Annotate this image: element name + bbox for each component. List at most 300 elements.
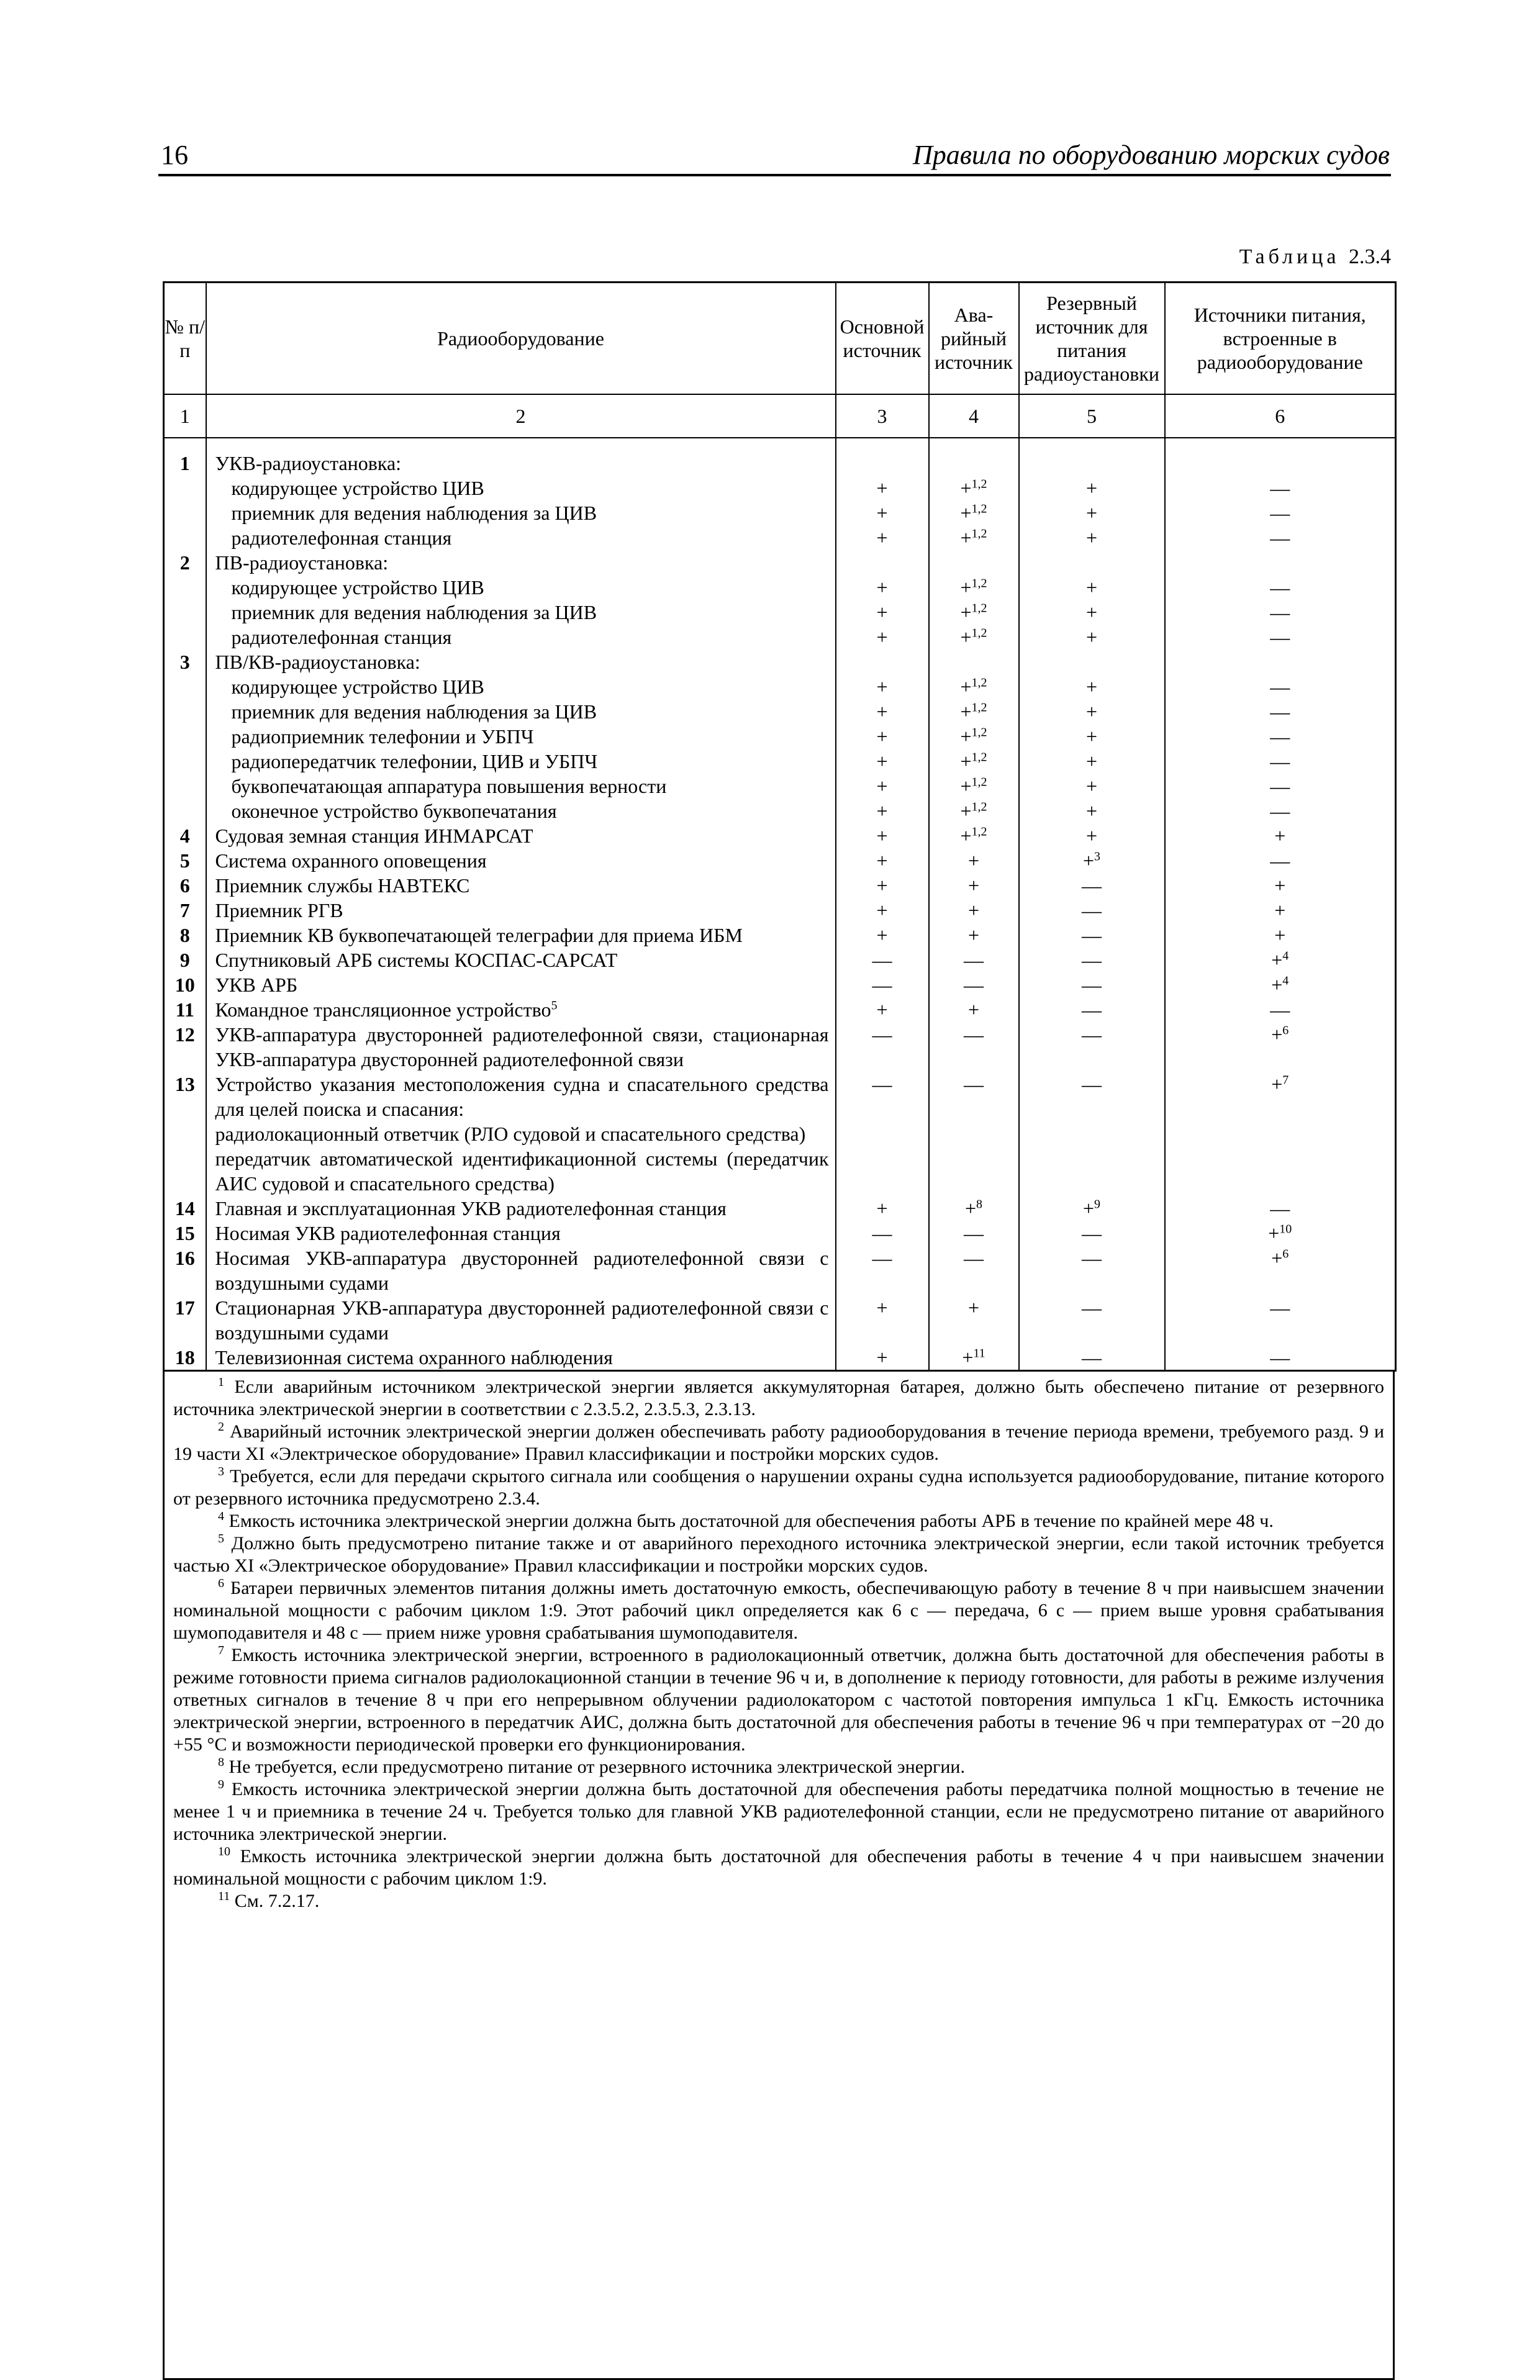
reserve-source-cell-value: + <box>1085 676 1098 698</box>
equipment-name <box>206 1072 836 1121</box>
table-row <box>164 500 1396 525</box>
reserve-source-cell <box>1019 724 1165 749</box>
equipment-name-value: Приемник РГВ <box>215 899 343 921</box>
main-source-cell <box>836 649 929 674</box>
built-in-source-cell-value: — <box>1270 800 1290 822</box>
emergency-source-cell <box>929 550 1019 575</box>
built-in-source-cell-value: — <box>1270 1197 1290 1219</box>
emergency-source-cell <box>929 600 1019 625</box>
main-source-cell-value: + <box>876 750 888 772</box>
table-row <box>164 1246 1396 1295</box>
emergency-source-cell <box>929 625 1019 649</box>
built-in-source-cell <box>1165 848 1396 873</box>
row-number-value: 3 <box>179 651 190 673</box>
row-number <box>164 972 206 997</box>
main-source-cell-value: + <box>876 874 888 897</box>
built-in-source-cell <box>1165 674 1396 699</box>
built-in-source-cell <box>1165 625 1396 649</box>
column-number: 5 <box>1019 394 1165 438</box>
footnote-mark: 3 <box>218 1465 224 1478</box>
footnote <box>173 1532 1384 1577</box>
main-source-cell <box>836 1022 929 1072</box>
equipment-name-value: радиотелефонная станция <box>231 527 452 549</box>
reserve-source-cell-value: + <box>1085 527 1098 549</box>
table-row <box>164 525 1396 550</box>
row-number <box>164 923 206 948</box>
built-in-source-cell-value: — <box>1270 477 1290 499</box>
equipment-name-value: Носимая УКВ-аппаратура двусторонней радиотелефонной связи с воздушными судами <box>215 1247 829 1294</box>
reserve-source-cell-value: + <box>1085 700 1098 723</box>
emergency-source-cell <box>929 1196 1019 1221</box>
built-in-source-cell <box>1165 1221 1396 1246</box>
footnote-ref: 5 <box>551 998 558 1013</box>
emergency-source-cell <box>929 1121 1019 1146</box>
built-in-source-cell <box>1165 575 1396 600</box>
built-in-source-cell <box>1165 898 1396 923</box>
main-source-cell-value: + <box>876 825 888 847</box>
emergency-source-cell <box>929 923 1019 948</box>
equipment-name <box>206 1221 836 1246</box>
equipment-name-value: приемник для ведения наблюдения за ЦИВ <box>231 502 597 524</box>
main-source-cell-value: + <box>876 626 888 648</box>
emergency-source-cell-value: + <box>964 1197 977 1219</box>
reserve-source-cell-value: + <box>1085 725 1098 748</box>
reserve-source-cell <box>1019 550 1165 575</box>
equipment-name-value: УКВ-аппаратура двусторонней радиотелефонной связи, стационарная УКВ-аппаратура двусторонней радиотелефонной связи <box>215 1023 829 1070</box>
built-in-source-cell-value: — <box>1270 502 1290 524</box>
footnote-ref: 1,2 <box>971 502 987 516</box>
emergency-source-cell <box>929 451 1019 476</box>
main-source-cell <box>836 1345 929 1371</box>
row-number <box>164 1146 206 1196</box>
table-row <box>164 799 1396 823</box>
reserve-source-cell <box>1019 674 1165 699</box>
emergency-source-cell-value: — <box>964 949 984 971</box>
running-title: Правила по оборудованию морских судов <box>912 140 1390 170</box>
footnote-ref: 10 <box>1279 1222 1292 1236</box>
footnote <box>173 1376 1384 1421</box>
reserve-source-cell <box>1019 823 1165 848</box>
equipment-name <box>206 476 836 500</box>
equipment-name <box>206 948 836 972</box>
main-source-cell <box>836 948 929 972</box>
equipment-name-value: Приемник КВ буквопечатающей телеграфии для приема ИБМ <box>215 924 743 946</box>
emergency-source-cell <box>929 774 1019 799</box>
emergency-source-cell-value: + <box>960 477 972 499</box>
equipment-name <box>206 575 836 600</box>
row-number-value: 8 <box>179 924 190 946</box>
emergency-source-cell-value: + <box>967 874 980 897</box>
emergency-source-cell <box>929 1221 1019 1246</box>
main-source-cell-value: + <box>876 477 888 499</box>
emergency-source-cell <box>929 848 1019 873</box>
reserve-source-cell-value: + <box>1082 849 1095 872</box>
table-row <box>164 1072 1396 1121</box>
equipment-name <box>206 625 836 649</box>
footnote-mark: 10 <box>218 1845 230 1858</box>
main-source-cell <box>836 625 929 649</box>
table-row <box>164 749 1396 774</box>
main-source-cell-value: + <box>876 998 888 1021</box>
footnote-ref: 1,2 <box>971 576 987 590</box>
built-in-source-cell <box>1165 649 1396 674</box>
footnote <box>173 1465 1384 1510</box>
row-number <box>164 575 206 600</box>
reserve-source-cell <box>1019 898 1165 923</box>
footnote-text: Емкость источника электрической энергии, встроенного в радиолокационный ответчик, должна быть достаточной для обеспечения работы в режиме готовности приема сигналов радиолокационной станции в течение 96 ч и, в дополнение к периоду готовности, для работы в режиме излучения ответных сигналов в течение 8 ч при его непрерывном облучении радиолокатором с частотой повторения импульса 1 кГц. Емкость источника электрической энергии, встроенного в передатчик АИС, должна быть достаточной для обеспечения работы в течение 96 ч при температурах от −20 до +55 °C и возможности периодической проверки его функционирования. <box>173 1645 1384 1755</box>
main-source-cell <box>836 1196 929 1221</box>
main-source-cell <box>836 674 929 699</box>
main-source-cell-value: — <box>872 974 892 996</box>
emergency-source-cell <box>929 649 1019 674</box>
built-in-source-cell <box>1165 1121 1396 1146</box>
equipment-name-value: Спутниковый АРБ системы КОСПАС-САРСАТ <box>215 949 618 971</box>
main-source-cell <box>836 774 929 799</box>
built-in-source-cell <box>1165 749 1396 774</box>
row-number <box>164 823 206 848</box>
built-in-source-cell-value: — <box>1270 1296 1290 1319</box>
main-source-cell <box>836 575 929 600</box>
reserve-source-cell-value: + <box>1085 775 1098 797</box>
row-number <box>164 649 206 674</box>
table-row <box>164 972 1396 997</box>
table-row <box>164 451 1396 476</box>
footnote-ref: 1,2 <box>971 477 987 491</box>
equipment-name-value: ПВ/КВ-радиоустановка: <box>215 651 420 673</box>
row-number <box>164 1246 206 1295</box>
reserve-source-cell <box>1019 525 1165 550</box>
emergency-source-cell <box>929 1295 1019 1345</box>
footnote-mark: 5 <box>218 1532 224 1545</box>
equipment-name-value: Командное трансляционное устройство <box>215 998 551 1021</box>
column-number: 2 <box>206 394 836 438</box>
footnote-ref: 8 <box>976 1197 983 1211</box>
emergency-source-cell-value: + <box>960 750 972 772</box>
emergency-source-cell-value: + <box>960 775 972 797</box>
reserve-source-cell <box>1019 1295 1165 1345</box>
main-source-cell <box>836 550 929 575</box>
equipment-name <box>206 724 836 749</box>
emergency-source-cell-value: — <box>964 1073 984 1095</box>
equipment-name-value: Телевизионная система охранного наблюдения <box>215 1346 613 1369</box>
equipment-name <box>206 550 836 575</box>
row-number-value: 5 <box>179 849 190 872</box>
emergency-source-cell-value: + <box>960 700 972 723</box>
built-in-source-cell-value: + <box>1274 874 1286 897</box>
main-source-cell-value: + <box>876 899 888 921</box>
footnote-mark: 8 <box>218 1755 224 1769</box>
reserve-source-cell <box>1019 997 1165 1022</box>
built-in-source-cell-value: + <box>1271 1247 1283 1269</box>
row-number-value: 6 <box>179 874 190 897</box>
equipment-name-value: передатчик автоматической идентификационной системы (передатчик АИС судовой и спасательного средства) <box>215 1147 829 1195</box>
footnote-ref: 9 <box>1094 1197 1101 1211</box>
equipment-name <box>206 774 836 799</box>
main-source-cell-value: + <box>876 700 888 723</box>
reserve-source-cell <box>1019 699 1165 724</box>
main-source-cell-value: — <box>872 949 892 971</box>
footnote-ref: 4 <box>1282 974 1289 988</box>
main-source-cell <box>836 1246 929 1295</box>
emergency-source-cell-value: + <box>960 527 972 549</box>
built-in-source-cell-value: — <box>1270 576 1290 599</box>
footnote <box>173 1510 1384 1532</box>
reserve-source-cell-value: + <box>1085 576 1098 599</box>
emergency-source-cell-value: + <box>960 676 972 698</box>
equipment-name-value: Судовая земная станция ИНМАРСАТ <box>215 825 533 847</box>
footnote-ref: 1,2 <box>971 825 987 839</box>
equipment-name-value: оконечное устройство буквопечатания <box>231 800 557 822</box>
row-number <box>164 600 206 625</box>
main-source-cell <box>836 873 929 898</box>
built-in-source-cell-value: — <box>1270 849 1290 872</box>
main-source-cell-value: + <box>876 800 888 822</box>
page-number: 16 <box>161 140 188 170</box>
footnote-ref: 1,2 <box>971 676 987 690</box>
main-source-cell-value: + <box>876 775 888 797</box>
emergency-source-cell <box>929 948 1019 972</box>
table-row <box>164 724 1396 749</box>
main-source-cell <box>836 1221 929 1246</box>
equipment-name-value: Приемник службы НАВТЕКС <box>215 874 470 897</box>
built-in-source-cell-value: + <box>1271 974 1283 996</box>
equipment-name-value: кодирующее устройство ЦИВ <box>231 477 484 499</box>
emergency-source-cell <box>929 873 1019 898</box>
row-number <box>164 1121 206 1146</box>
reserve-source-cell <box>1019 649 1165 674</box>
row-number-value: 12 <box>174 1023 195 1046</box>
built-in-source-cell <box>1165 1345 1396 1371</box>
built-in-source-cell-value: — <box>1270 998 1290 1021</box>
footnote-mark: 7 <box>218 1644 224 1657</box>
footnote-ref: 1,2 <box>971 601 987 615</box>
built-in-source-cell <box>1165 774 1396 799</box>
table-body <box>164 451 1396 1371</box>
built-in-source-cell <box>1165 799 1396 823</box>
built-in-source-cell <box>1165 699 1396 724</box>
reserve-source-cell <box>1019 749 1165 774</box>
footnote-ref: 1,2 <box>971 527 987 541</box>
reserve-source-cell <box>1019 1121 1165 1146</box>
built-in-source-cell-value: — <box>1270 725 1290 748</box>
footnote-mark: 2 <box>218 1420 224 1434</box>
footnote-ref: 4 <box>1282 949 1289 963</box>
emergency-source-cell <box>929 699 1019 724</box>
equipment-name <box>206 649 836 674</box>
main-source-cell-value: — <box>872 1247 892 1269</box>
main-source-cell <box>836 799 929 823</box>
footnote-text: Должно быть предусмотрено питание также и от аварийного переходного источника электрической энергии, если такой источник требуется частью XI «Электрическое оборудование» Правил классификации и постройки морских судов. <box>173 1533 1385 1576</box>
equipment-name <box>206 823 836 848</box>
emergency-source-cell-value: + <box>962 1346 974 1369</box>
emergency-source-cell-value: — <box>964 1023 984 1046</box>
row-number-value: 13 <box>174 1073 195 1095</box>
built-in-source-cell <box>1165 500 1396 525</box>
built-in-source-cell <box>1165 1072 1396 1121</box>
emergency-source-cell-value: + <box>967 899 980 921</box>
equipment-name <box>206 1295 836 1345</box>
emergency-source-cell <box>929 1146 1019 1196</box>
built-in-source-cell-value: — <box>1270 700 1290 723</box>
reserve-source-cell <box>1019 1146 1165 1196</box>
built-in-source-cell <box>1165 1196 1396 1221</box>
equipment-name-value: Устройство указания местоположения судна и спасательного средства для целей поиска и спасания: <box>215 1073 829 1120</box>
reserve-source-cell <box>1019 948 1165 972</box>
table-row <box>164 476 1396 500</box>
col-header-built-in-source: Источники питания, встроенные в радиооборудование <box>1165 283 1396 395</box>
main-source-cell-value: — <box>872 1222 892 1244</box>
emergency-source-cell <box>929 898 1019 923</box>
table-row <box>164 997 1396 1022</box>
main-source-cell <box>836 1295 929 1345</box>
built-in-source-cell-value: — <box>1270 601 1290 623</box>
equipment-name <box>206 1121 836 1146</box>
main-source-cell <box>836 823 929 848</box>
footnote-ref: 3 <box>1094 849 1101 864</box>
reserve-source-cell-value: + <box>1085 601 1098 623</box>
equipment-name <box>206 1246 836 1295</box>
equipment-name <box>206 1146 836 1196</box>
reserve-source-cell <box>1019 500 1165 525</box>
equipment-name <box>206 799 836 823</box>
footnote-text: Емкость источника электрической энергии должна быть достаточной для обеспечения работы АРБ в течение по крайней мере 48 ч. <box>229 1511 1274 1531</box>
main-source-cell-value: + <box>876 725 888 748</box>
footnote-mark: 4 <box>218 1509 224 1523</box>
main-source-cell-value: + <box>876 1346 888 1369</box>
equipment-name <box>206 699 836 724</box>
reserve-source-cell <box>1019 1246 1165 1295</box>
row-number <box>164 1196 206 1221</box>
emergency-source-cell <box>929 575 1019 600</box>
footnote <box>173 1644 1384 1756</box>
main-source-cell <box>836 997 929 1022</box>
reserve-source-cell-value: + <box>1085 825 1098 847</box>
emergency-source-cell-value: + <box>967 849 980 872</box>
footnote <box>173 1756 1384 1778</box>
emergency-source-cell <box>929 674 1019 699</box>
reserve-source-cell <box>1019 476 1165 500</box>
built-in-source-cell-value: — <box>1270 626 1290 648</box>
reserve-source-cell <box>1019 972 1165 997</box>
built-in-source-cell <box>1165 948 1396 972</box>
main-source-cell <box>836 1146 929 1196</box>
footnote-text: Требуется, если для передачи скрытого сигнала или сообщения о нарушении охраны судна используется радиооборудование, питание которого от резервного источника предусмотрено 2.3.4. <box>173 1466 1385 1509</box>
built-in-source-cell <box>1165 923 1396 948</box>
built-in-source-cell <box>1165 1022 1396 1072</box>
column-number: 4 <box>929 394 1019 438</box>
equipment-name-value: кодирующее устройство ЦИВ <box>231 676 484 698</box>
reserve-source-cell-value: + <box>1085 800 1098 822</box>
reserve-source-cell-value: + <box>1085 750 1098 772</box>
equipment-name <box>206 848 836 873</box>
table-row <box>164 1121 1396 1146</box>
emergency-source-cell <box>929 476 1019 500</box>
row-number <box>164 674 206 699</box>
row-number <box>164 1022 206 1072</box>
row-number-value: 10 <box>174 974 195 996</box>
emergency-source-cell <box>929 1345 1019 1371</box>
emergency-source-cell-value: + <box>960 601 972 623</box>
row-number-value: 18 <box>174 1346 195 1369</box>
equipment-name-value: кодирующее устройство ЦИВ <box>231 576 484 599</box>
column-number: 6 <box>1165 394 1396 438</box>
equipment-name-value: УКВ-радиоустановка: <box>215 452 402 474</box>
reserve-source-cell-value: — <box>1082 1346 1102 1369</box>
main-source-cell-value: + <box>876 601 888 623</box>
main-source-cell <box>836 923 929 948</box>
footnote-mark: 11 <box>218 1889 230 1903</box>
equipment-name <box>206 1196 836 1221</box>
reserve-source-cell-value: + <box>1085 626 1098 648</box>
page-header <box>158 135 1391 176</box>
main-source-cell-value: — <box>872 1023 892 1046</box>
built-in-source-cell <box>1165 1146 1396 1196</box>
footnote-text: Если аварийным источником электрической энергии является аккумуляторная батарея, должно быть обеспечено питание от резервного источника электрической энергии в соответствии с 2.3.5.2, 2.3.5.3, 2.3.13. <box>173 1377 1384 1419</box>
emergency-source-cell <box>929 823 1019 848</box>
main-source-cell-value: + <box>876 1197 888 1219</box>
emergency-source-cell <box>929 1072 1019 1121</box>
reserve-source-cell <box>1019 600 1165 625</box>
built-in-source-cell <box>1165 525 1396 550</box>
main-source-cell <box>836 1121 929 1146</box>
reserve-source-cell-value: + <box>1085 477 1098 499</box>
footnote <box>173 1845 1384 1890</box>
reserve-source-cell <box>1019 848 1165 873</box>
equipment-name-value: Стационарная УКВ-аппаратура двусторонней радиотелефонной связи с воздушными судами <box>215 1296 829 1344</box>
table-row <box>164 898 1396 923</box>
built-in-source-cell-value: — <box>1270 750 1290 772</box>
main-source-cell <box>836 848 929 873</box>
emergency-source-cell <box>929 1246 1019 1295</box>
row-number <box>164 476 206 500</box>
main-source-cell-value: + <box>876 849 888 872</box>
reserve-source-cell-value: — <box>1082 924 1102 946</box>
equipment-name <box>206 1345 836 1371</box>
equipment-name <box>206 997 836 1022</box>
emergency-source-cell-value: + <box>967 924 980 946</box>
table-caption-number: 2.3.4 <box>1349 245 1391 268</box>
row-number <box>164 848 206 873</box>
built-in-source-cell-value: + <box>1274 825 1286 847</box>
table-row <box>164 600 1396 625</box>
emergency-source-cell <box>929 724 1019 749</box>
reserve-source-cell <box>1019 774 1165 799</box>
main-source-cell <box>836 500 929 525</box>
built-in-source-cell <box>1165 724 1396 749</box>
row-number <box>164 724 206 749</box>
footnote <box>173 1890 1384 1912</box>
footnote-ref: 1,2 <box>971 775 987 789</box>
footnote-mark: 6 <box>218 1577 224 1590</box>
table-footnotes <box>163 1371 1395 2380</box>
table-header-row <box>164 283 1396 395</box>
reserve-source-cell-value: — <box>1082 1073 1102 1095</box>
emergency-source-cell-value: + <box>960 725 972 748</box>
row-number-value: 1 <box>179 452 190 474</box>
footnote <box>173 1778 1384 1845</box>
footnote-text: См. 7.2.17. <box>234 1891 320 1911</box>
row-number <box>164 451 206 476</box>
row-number-value: 14 <box>174 1197 195 1219</box>
row-number-value: 15 <box>174 1222 195 1244</box>
emergency-source-cell-value: — <box>964 1247 984 1269</box>
equipment-name <box>206 451 836 476</box>
built-in-source-cell-value: + <box>1274 924 1286 946</box>
row-number-value: 17 <box>174 1296 195 1319</box>
footnote-ref: 1,2 <box>971 626 987 640</box>
footnote-ref: 1,2 <box>971 800 987 814</box>
reserve-source-cell <box>1019 873 1165 898</box>
